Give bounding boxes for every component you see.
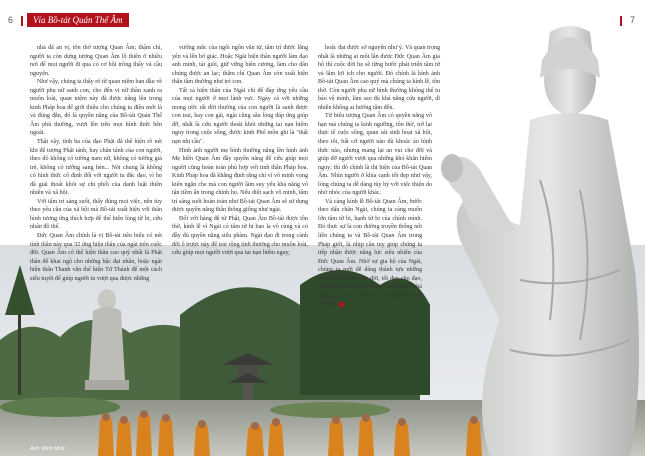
article-column-3 [318,44,452,309]
article-column-1 [30,44,162,283]
end-of-article-mark [339,302,344,307]
header-red-mark-left [21,16,23,26]
paragraph: Đức Quan Âm chính là vị Bồ-tát tiêu biểu có nét tính thần này qua 32 ứng hiện thân của ngài trên cuộc đời. Quan Âm có thể hiện thân cao quý nhất là Phật thân để khai ngộ cho những bậc đại nhân, hoặc ngài hiện thân Thanh văn thể hiện Tứ Thánh đế một cách siêu tuyệt để giúp người tu vượt qua được những [30,233,162,282]
paragraph: Hình ảnh người mẹ bình thường nâng lên hình ảnh Mẹ hiền Quan Âm đầy quyền năng để cứu giúp mọi người cũng hoàn toàn phù hợp với tinh thần Pháp hoa. Kinh Pháp hoa đã khẳng định rằng chỉ vì vô minh vọng kiến ngăn che mà con người làm suy yếu khả năng vô tận tiềm ẩn trong chính họ. Nếu diệt sạch vô minh, tâm trí sáng suốt hoàn toàn như Bồ-tát Quan Âm sẽ sử dụng được quyền năng thần thông giống như ngài. [172,147,308,214]
page-number-left: 6 [8,15,14,25]
paragraph: nhà đã an vị, tôn thờ tượng Quan Âm; thậm chí, người ta còn dựng tượng Quan Âm lộ thiên ở nhiều nơi để mọi người đi qua có cơ hội trông thấy và cầu nguyện. [30,45,162,77]
paragraph: Tất cả hiện thân của Ngài chỉ để đáp ứng yêu cầu của mọi người ở mọi lãnh vực. Ngày cả với những mong ước rất đời thường của con người là sanh được con trai, hay con gái, ngài cũng sẵn lòng đáp ứng giúp đỡ, nhất là cứu người thoát khỏi những tai nạn hiểm nguy trong cuộc sống, được kinh Phổ môn ghi là "thất nạn nhị cầu". [172,87,308,146]
quan-am-statue-image [430,20,645,456]
paragraph: Với tâm trí sáng suốt, thấy đúng mọi việc, nên tùy theo yêu cầu của xã hội mà Bồ-tát xuất hiện với thân hình tương ứng thích hợp để thể hiện lòng từ bi, cứu nhân độ thế. [30,198,162,231]
article-column-2 [172,44,308,258]
paragraph: Từ biểu tượng Quan Âm có quyền năng vô hạn mà chúng ta kính ngưỡng, tôn thờ, trở lại thực tế cuộc sống, quan sát sinh hoạt xã hội, theo tôi, bất cứ người nào dù khoác áo hình thức nào, nhưng mang lại an vui cho đời và giúp đỡ người vượt qua những khó khăn hiểm nguy; thì đó chính là thị hiện của Bồ-tát Quan Âm. Nhìn người ở khía cạnh tốt đẹp như vậy, lòng chúng ta dễ dàng tùy hỷ với việc thiện do nhờ nhóc của người khác. [318,113,432,197]
paragraph: hoặc đạt được sở nguyện như ý. Và quan trọng nhất là những ai một lần được Đức Quan Âm gia hộ thì cuộc đời họ sẽ từng bước phát triển tâm từ và lâm lợi ích cho người. Đó chính là hình ảnh Bồ-tát Quan Âm cao quý mà chúng ta kính lễ, tôn thờ. Còn người phụ nữ bình thường không thể tu bảo vệ mình, làm sao đủ khả năng cứu người, dĩ nhiên không ai hướng tâm đến. [318,45,440,111]
page-number-right: 7 [629,15,635,25]
paragraph: vướng mắc của ngôi ngôn văn tự, tâm trí được lắng yên và lên bờ giác. Hoặc Ngài hiện thân người làm đạo anh minh, tài giỏi, giữ vững biên cương, làm cho dân chúng được an lạc; thậm chí Quan Âm còn xuất hiện thân tầm thường như trẻ con. [172,45,308,86]
paragraph-text: Và càng kính lễ Bồ-tát Quan Âm, bước theo dấu chân Ngài, chúng ta càng muốn lớn tâm từ bi, hạnh từ bi của chính mình. Đó thực sự là con đường truyền thống nối liền chúng ta và Bồ-tát Quan Âm trong Pháp giới, là nhịp cầu tuy giúp chúng ta tiếp nhận được năng lực siêu nhiên của Đức Quan Âm. Nhờ sự gia hộ của Ngài, chúng ta mới dễ dàng thành tựu những việc làm lợi ích cho đời, tốt đẹp cho đạo, những việc thực khó khăn vượt ngoài khả năng và suy nghĩ của con người bình thường. [318,198,422,308]
section-title: Vía Bồ-tát Quán Thế Âm [27,13,129,27]
paragraph: Đối với hàng đệ tử Phật, Quan Âm Bồ-tát được tôn thờ, kính lễ vì Ngài có tâm từ bi bao la vô cùng và có đầy đủ quyền năng siêu phàm. Ngài đạo đi trong cảnh đời ô trược này để trải rộng tình thương cho muôn loài, cứu giúp mọi người vượt qua tai nạn hiểm nguy, [172,215,308,257]
paragraph: Thật vậy, tính ba của đạo Phật đã thể hiện rõ nét khi để tượng Phật tánh, hay chân tánh của con người, theo đó không có tướng nam nữ, không có tướng già trẻ, không có tướng sang hèn... Nói chung là không có hình thức cố định đối với người tu đắc đạo, vì họ đã giải thoát khỏi sự chi phối của danh luật thiên nhiên và xã hội. [30,139,162,197]
paragraph: Như vậy, chúng ta thấy rõ từ quan niệm ban đầu về người phụ nữ sanh con, cho đến vị nữ thần xanh ra muôn loài, quan niệm này đã được nâng lên trong kinh Pháp hoa để giới thiệu cho chúng ta điều mới là và đúng đắn, đó là quyền năng của Bồ-tát Quán Thế Âm phù thường, vượt lên trên mọi hình thức bên ngoài. [30,79,162,137]
header-red-mark-right [620,16,622,26]
photo-credit: Ảnh: Minh Nhật [30,446,65,452]
paragraph [318,198,422,309]
